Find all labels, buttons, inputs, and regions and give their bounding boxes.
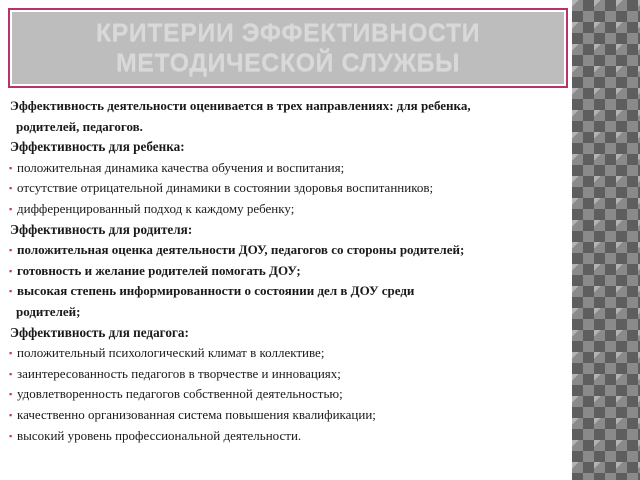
child-item-1-text: положительная динамика качества обучения и воспитания; [17, 159, 345, 175]
teacher-item-2-text: заинтересованность педагогов в творчестве и инновациях; [17, 365, 341, 381]
teacher-item-1 [10, 343, 566, 364]
parent-item-2 [10, 261, 566, 282]
title-line-1: КРИТЕРИИ ЭФФЕКТИВНОСТИ [95, 19, 481, 47]
teacher-heading: Эффективность для педагога: [10, 324, 189, 340]
decorative-side-strip [572, 0, 640, 480]
small-square-bullet-icon: ▪ [9, 348, 13, 359]
small-square-bullet-icon: ▪ [9, 245, 13, 256]
teacher-item-2 [10, 364, 566, 385]
teacher-item-4 [10, 405, 566, 426]
intro-line-1: Эффективность деятельности оценивается в трех направлениях: для ребенка, [10, 98, 471, 113]
teacher-item-3 [10, 384, 566, 405]
small-square-bullet-icon: ▪ [9, 162, 13, 173]
teacher-item-5-text: высокий уровень профессиональной деятельности. [17, 427, 302, 443]
child-item-2 [10, 178, 566, 199]
child-item-2-text: отсутствие отрицательной динамики в состоянии здоровья воспитанников; [17, 180, 434, 196]
teacher-item-5 [10, 426, 566, 447]
parent-heading: Эффективность для родителя: [10, 221, 193, 237]
parent-item-2-text: готовность и желание родителей помогать ДОУ; [17, 262, 301, 278]
small-square-bullet-icon: ▪ [9, 286, 13, 297]
child-item-1 [10, 158, 566, 179]
child-heading: Эффективность для ребенка: [10, 139, 185, 155]
small-square-bullet-icon: ▪ [9, 430, 13, 441]
intro-line-2: родителей, педагогов. [16, 118, 143, 134]
parent-item-3-continuation: родителей; [16, 303, 81, 319]
teacher-item-3-text: удовлетворенность педагогов собственной деятельностью; [17, 386, 343, 402]
child-item-3-text: дифференцированный подход к каждому ребенку; [17, 200, 295, 216]
teacher-item-4-text: качественно организованная система повышения квалификации; [17, 406, 376, 422]
title-box [8, 8, 568, 88]
content-body [10, 96, 566, 446]
parent-item-1-text: положительная оценка деятельности ДОУ, педагогов со стороны родителей; [17, 242, 465, 258]
small-square-bullet-icon: ▪ [9, 265, 13, 276]
small-square-bullet-icon: ▪ [9, 368, 13, 379]
small-square-bullet-icon: ▪ [9, 409, 13, 420]
parent-item-1 [10, 240, 566, 261]
parent-item-3-text: высокая степень информированности о состоянии дел в ДОУ среди [17, 283, 415, 299]
teacher-item-1-text: положительный психологический климат в коллективе; [17, 345, 325, 361]
parent-item-3 [10, 281, 566, 302]
child-item-3 [10, 199, 566, 220]
small-square-bullet-icon: ▪ [9, 183, 13, 194]
small-square-bullet-icon: ▪ [9, 389, 13, 400]
title-line-2: МЕТОДИЧЕСКОЙ СЛУЖБЫ [115, 49, 461, 77]
small-square-bullet-icon: ▪ [9, 203, 13, 214]
